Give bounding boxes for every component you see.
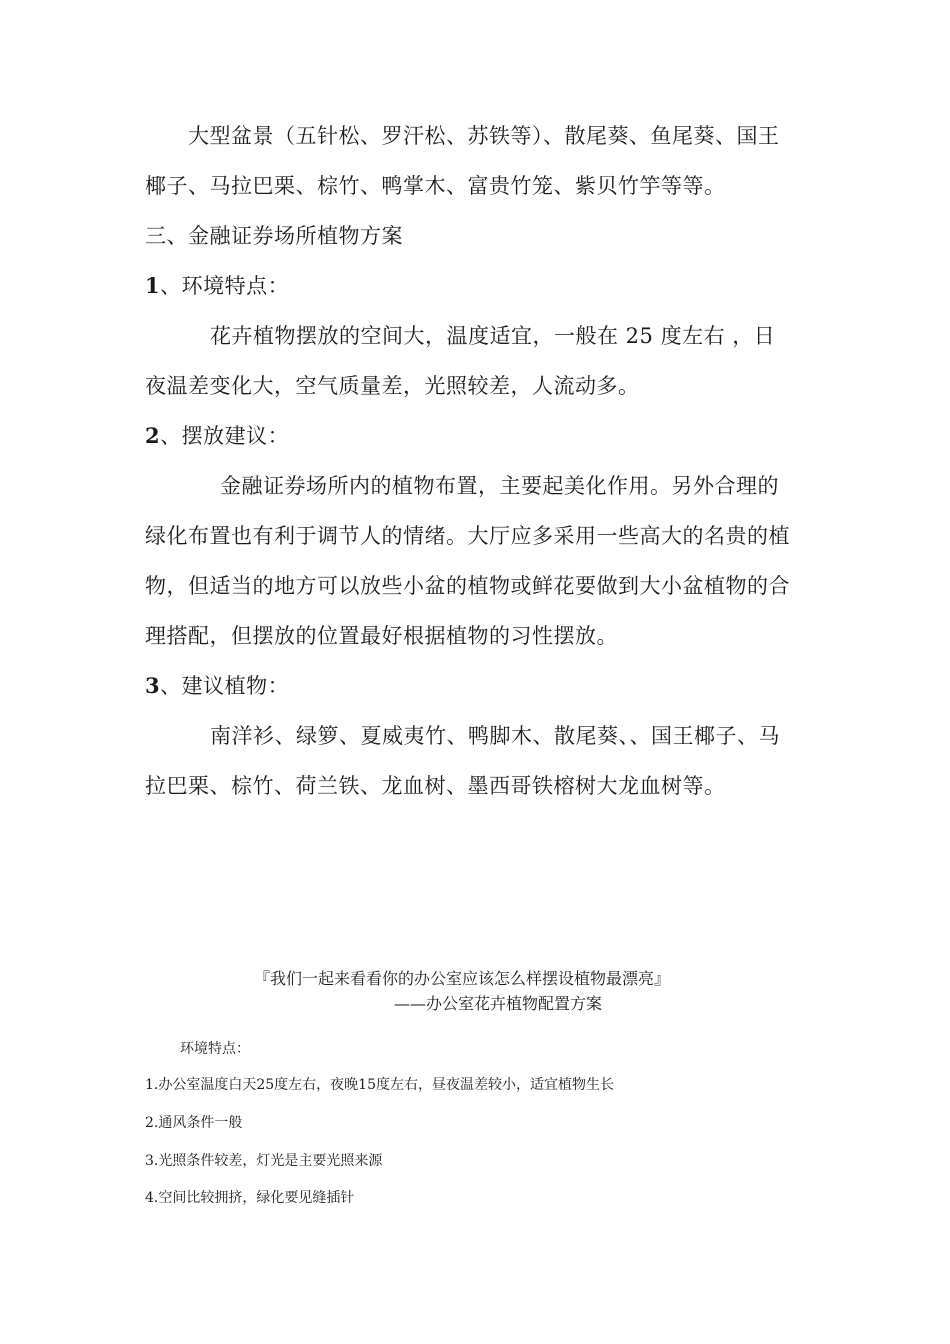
paragraph-line: 椰子、马拉巴栗、棕竹、鸭掌木、富贵竹笼、紫贝竹竽等等。: [145, 174, 726, 198]
office-list-item: 1.办公室温度白天25度左右，夜晚15度左右，昼夜温差较小，适宜植物生长: [145, 1077, 614, 1093]
section-heading: 三、金融证券场所植物方案: [145, 224, 403, 248]
office-title: 『我们一起来看看你的办公室应该怎么样摆设植物最漂亮』: [254, 969, 671, 988]
subsection-number: 1: [145, 273, 161, 298]
paragraph-line: 拉巴栗、棕竹、荷兰铁、龙血树、墨西哥铁榕树大龙血树等。: [145, 774, 726, 798]
subsection-heading-environment: [145, 261, 289, 311]
paragraph-line: 花卉植物摆放的空间大，温度适宜，一般在 25 度左右 ，日: [210, 324, 776, 348]
paragraph-line: 南洋衫、绿箩、夏威夷竹、鸭脚木、散尾葵、、国王椰子、马: [210, 724, 780, 748]
paragraph-line: 夜温差变化大，空气质量差，光照较差，人流动多。: [145, 374, 640, 398]
subsection-number: 3: [145, 673, 161, 698]
paragraph-line: 绿化布置也有利于调节人的情绪。大厅应多采用一些高大的名贵的植: [145, 524, 790, 548]
office-env-label: 环境特点：: [180, 1041, 250, 1057]
subsection-heading-advice: [145, 411, 289, 461]
office-subtitle: ——办公室花卉植物配置方案: [394, 994, 603, 1013]
office-list-item: 3.光照条件较差，灯光是主要光照来源: [145, 1153, 383, 1169]
paragraph-line: 金融证券场所内的植物布置，主要起美化作用。另外合理的: [220, 474, 779, 498]
subsection-heading-plants: [145, 661, 289, 711]
subsection-label: 、环境特点：: [160, 274, 290, 298]
office-list-item: 2.通风条件一般: [145, 1115, 243, 1131]
office-list-item: 4.空间比较拥挤，绿化要见缝插针: [145, 1190, 355, 1206]
paragraph-line: 大型盆景（五针松、罗汗松、苏铁等）、散尾葵、鱼尾葵、国王: [188, 124, 780, 148]
subsection-label: 、建议植物：: [160, 674, 290, 698]
paragraph-line: 理搭配，但摆放的位置最好根据植物的习性摆放。: [145, 624, 618, 648]
subsection-label: 、摆放建议：: [160, 424, 290, 448]
paragraph-line: 物，但适当的地方可以放些小盆的植物或鲜花要做到大小盆植物的合: [145, 574, 790, 598]
subsection-number: 2: [145, 423, 161, 448]
